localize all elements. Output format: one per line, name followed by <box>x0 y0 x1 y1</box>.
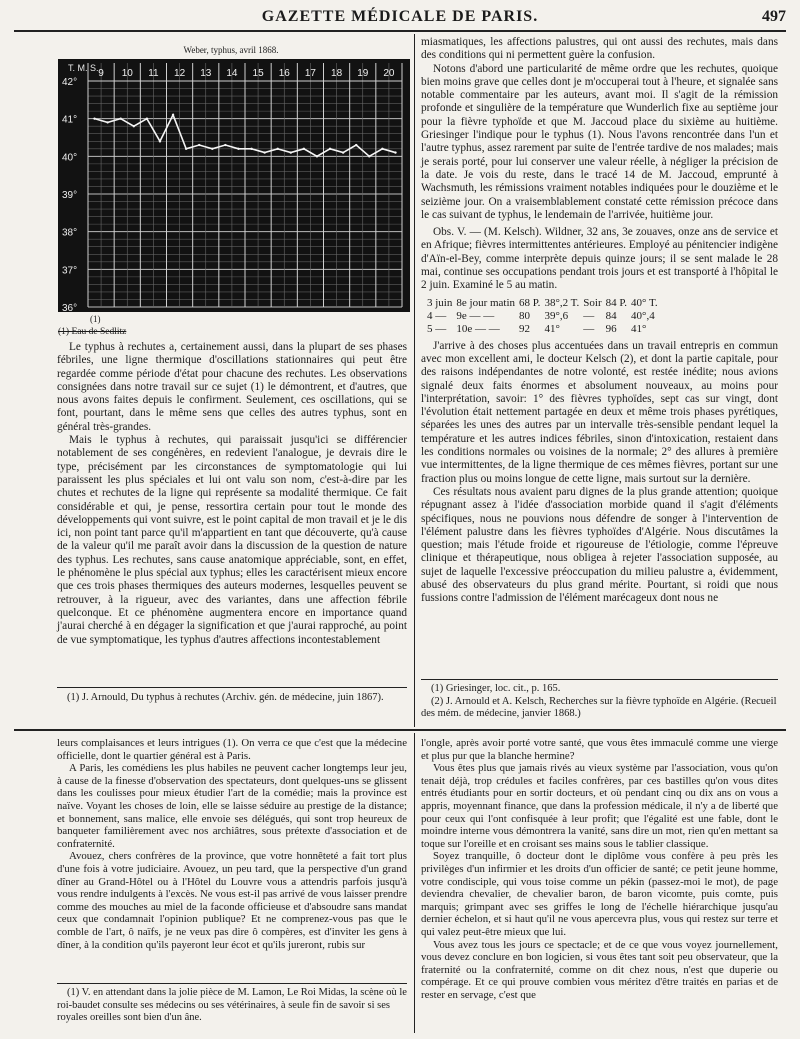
y-tick-label: 41° <box>62 114 78 126</box>
x-tick-label: 16 <box>278 68 290 79</box>
y-tick-label: 40° <box>62 152 78 164</box>
x-tick-label: 10 <box>121 68 133 79</box>
observation-paragraph: Obs. V. — (M. Kelsch). Wildner, 32 ans, 3e zouaves, onze ans de service et en Afrique; fièvres intermittentes antérieures. Employé au pénitencier indigène d'Aïn-el-Bey, comme interprète depuis quinze jours; il se sent malade le 28 mai, continue ses occupations pendant trois jours et est transporté à l'hôpital le 2 juin. Examiné le 5 au matin. <box>421 226 778 292</box>
paragraph: Avouez, chers confrères de la province, que votre honnêteté a fait tort plus d'une fois à votre judiciaire. Avouez, un peu tard, que la perspective d'un grand dîner au Grand-Hôtel ou à l'Hôtel du Louvre vous a attendris parfois jusqu'à vous rendre indulgents à l'excès. Ne vous est-il pas arrivé de vous laisser prendre comme des mouches au miel de la faconde officieuse et d'absoudre sans mandat ceux que condamnait l'opinion publique? Et ne comprenez-vous pas que le comble de l'art, ô naïfs, je ne veux pas dire ô compères, est d'inviter les gens à dîner, à la condition qu'ils payeront leur écot et qu'ils jureront, rubis sur <box>57 850 407 951</box>
table-cell: Soir <box>583 296 602 309</box>
header-rule <box>14 30 786 32</box>
x-tick-label: 12 <box>174 68 186 79</box>
paragraph: l'ongle, après avoir porté votre santé, que vous êtes immaculé comme une vierge et plus pur que la blanche hermine? <box>421 737 778 762</box>
footnote-rule <box>421 679 778 680</box>
footnote-text: (1) V. en attendant dans la jolie pièce de M. Lamon, Le Roi Midas, la scène où le roi-baudet consulte ses médecins ou ses vétérinaires, à seule fin de savoir si ses royales oreilles sont bien d'un âne. <box>57 987 407 1023</box>
paragraph: leurs complaisances et leurs intrigues (1). On verra ce que c'est que la médecine officielle, dont le quartier général est à Paris. <box>57 737 407 762</box>
chart-footnote-note: (1) Eau de Sedlitz <box>58 327 127 337</box>
x-tick-label: 9 <box>98 68 104 79</box>
table-cell: 68 P. <box>519 296 541 309</box>
chart-caption: Weber, typhus, avril 1868. <box>183 45 279 55</box>
paragraph: Vous avez tous les jours ce spectacle; et de ce que vous voyez journellement, vous devez conclure en bon logicien, si vous êtes tant soit peu observateur, que la fraternité ou la confraternité, comme on dit chez nous, n'est que duperie ou compérage. Et ce qui prouve combien vous méritez d'être traités en parias et de rester en servage, c'est que <box>421 938 778 1001</box>
x-tick-label: 11 <box>148 68 159 79</box>
paragraph: J'arrive à des choses plus accentuées dans un travail entrepris en commun avec mon excellent ami, le docteur Kelsch (2), et dont la partie capitale, pour des raisons indépendantes de notre volonté, est restée inédite; nous avions signalé deux faits énormes et absolument nouveaux, au moins pour l'interprétation, savoir: 1° des fièvres typhoïdes, sept cas sur vingt, dont l'évolution était nettement partagée en deux et même trois phases pyrétiques, séparées les unes des autres par un intervalle très-sensible pendant lequel la température et les autres indices fébriles, sinon d'intoxication, restaient dans les conditions normales ou voisines de la normale; 2° des allures à première vue intermittentes, de la ligne thermique de ces mêmes fièvres, portant sur une fraction plus ou moins longue de cette ligne, mais surtout sur la dernière. <box>421 339 778 485</box>
footnote-text: (2) J. Arnould et A. Kelsch, Recherches sur la fièvre typhoïde en Algérie. (Recueil des mém. de médecine, janvier 1868.) <box>421 695 777 719</box>
x-tick-label: 20 <box>383 68 395 79</box>
paragraph: Vous êtes plus que jamais rivés au vieux système par l'association, vous qu'on tenait déjà, trop crédules et faciles confrères, par ces bastilles qu'on vous dites entrés étudiants pour en sortir docteurs, et où pendant cinq ou dix ans on vous a appris, moyennant finance, que dans la profession médicale, il n'y a de liberté que pour ceux qui l'ont confisquée à leur profit; que l'égalité est une fable, dont le moindre interne vous démontrera la vanité, sans dire un mot, rien qu'en mettant sa toque sur l'oreille et en croisant ses mains sous le tablier classique. <box>421 762 778 850</box>
footnote-text: (1) Griesinger, loc. cit., p. 165. <box>431 683 561 694</box>
bottom-left-footnote <box>57 987 407 1025</box>
journal-title: GAZETTE MÉDICALE DE PARIS. <box>261 8 539 25</box>
table-cell: 40° T. <box>631 296 658 309</box>
table-row <box>427 323 662 336</box>
table-cell: 41° <box>631 322 647 335</box>
table-cell: — <box>583 309 595 322</box>
temperature-table <box>427 297 662 336</box>
column-divider-top <box>414 34 415 727</box>
table-cell: 41° <box>544 322 560 335</box>
table-cell: 8e jour matin <box>456 296 516 309</box>
table-row <box>427 297 662 310</box>
y-tick-label: 39° <box>62 190 78 201</box>
table-cell: 5 — <box>427 322 447 335</box>
y-tick-label: 37° <box>62 265 78 277</box>
column-divider-bottom <box>414 733 415 1033</box>
page-number: 497 <box>762 8 786 25</box>
footnote-rule <box>57 983 407 984</box>
x-tick-label: 14 <box>226 68 238 79</box>
table-cell: 4 — <box>427 309 447 322</box>
table-cell: 38°,2 T. <box>544 296 580 309</box>
x-tick-label: 15 <box>252 68 264 79</box>
x-tick-label: 19 <box>357 68 369 79</box>
paragraph: A Paris, les comédiens les plus habiles ne peuvent cacher longtemps leur jeu, à cause de la finesse d'observation des spectateurs, dont quelques-uns se glissent dans les coulisses pour mieux étudier l'art de la comédie; mais la province est naïve. Voyant les choses de loin, elle se laisse séduire au prestige de la distance; et bonnement, sans malice, elle envoie ses délégués, qui sont trop heureux de banqueter familièrement avec nos archiâtres, sous prétexte d'association et de confraternité. <box>57 762 407 850</box>
section-separator <box>14 729 786 731</box>
x-tick-label: 17 <box>304 68 316 79</box>
right-column-text <box>421 36 778 606</box>
table-row <box>427 310 662 323</box>
table-cell: 40°,4 <box>631 309 655 322</box>
y-tick-label: 38° <box>62 227 78 239</box>
chart-background <box>58 59 410 312</box>
table-cell: 84 P. <box>605 296 628 309</box>
table-cell: 84 <box>605 309 617 322</box>
table-cell: 96 <box>605 322 617 335</box>
paragraph: Mais le typhus à rechutes, qui paraissait jusqu'ici se différencier notablement de ses congénères, en redevient l'analogue, je devrais dire le type, précisément par les circonstances de symptomatologie qui lui paraissent les plus spéciales et lui ont valu son nom, c'est-à-dire par les chutes et rechutes de la ligne qui représente sa modalité thermique. Ce fait considérable et qui, je pense, ressortira certain pour tout le monde des développements qui vont suivre, est le point capital de mon travail et je le dis ici, non point tant parce qu'il m'appartient en tant que découverte, qu'à cause de la valeur qu'il me paraît avoir dans la discussion de la question de nature des typhus. Les rechutes, sans cause anatomique appréciable, sont, en effet, le phénomène le plus spécial aux typhus; elles les caractérisent mieux encore que ces trois phases thermiques des auteurs modernes, lesquelles peuvent se retrouver, à la rigueur, avec des variantes, dans une affection fébrile quelconque. Et ce phénomène augmentera encore en importance quand j'aurai cherché à en dégager la signification et que j'aurai rapproché, au point de vue symptomatique, les typhus d'autres affections incontestablement <box>57 434 407 646</box>
bottom-right-text <box>421 737 778 1001</box>
right-footnotes <box>421 683 778 721</box>
y-tick-label: 36° <box>62 303 78 312</box>
paragraph: Soyez tranquille, ô docteur dont le diplôme vous confère à peu près les privilèges d'un infirmier et les droits d'un officier de santé; ce petit jeune homme, votre condisciple, qui vous toise comme un pékin (passez-moi le mot), de page deviendra chevalier, de chevalier baron, de baron vicomte, puis comte, puis marquis; grimpant avec ses griffes le long de l'échelle hiérarchique jusqu'au dernier échelon, et si haut qu'il ne vous apercevra plus, vous qui restez sur terre et qui valez peut-être mieux que lui. <box>421 850 778 938</box>
table-cell: 3 juin <box>427 296 453 309</box>
left-column-text <box>57 341 407 647</box>
table-cell: 9e — — <box>456 309 495 322</box>
bottom-left-text <box>57 737 407 951</box>
table-cell: — <box>583 322 595 335</box>
paragraph: Notons d'abord une particularité de même ordre que les rechutes, quoique bien moins grave que celles dont je m'occuperai tout à l'heure, et signalée sans notable commentaire par les auteurs, avant moi. Il s'agit de la rémission profonde et singulière de la température que Wunderlich fixe au septième jour pour la fièvre typhoïde et que M. Jaccoud place du sixième au huitième. Griesinger l'indique pour le typhus (1). Nous l'avons rencontrée dans l'un et l'autre typhus, assez rarement par suite de l'entrée tardive de nos malades; mais je serais porté, pour lui conserver une valeur réelle, à négliger la précision de la date. Je vois du reste, dans le tracé 14 de M. Jaccoud, emprunté à Wachsmuth, les rémissions vraiment notables indiquées pour le douzième et le seizième jour. On a vraisemblablement constaté cette rémission précoce dans le cas suivant de typhus, le lendemain de l'arrivée, huitième jour. <box>421 62 778 221</box>
paragraph: Le typhus à rechutes a, certainement aussi, dans la plupart de ses phases fébriles, une ligne thermique d'oscillations stationnaires qui peut être regardée comme période d'état pour chacune des rechutes. Les observations consignées dans notre travail sur ce sujet (1) le démontrent, et d'autres, que nous avons faites depuis le confirment. Seulement, ces oscillations, qui se font, pourtant, dans le même sens que celles des autres typhus, sont en général très-grandes. <box>57 341 407 433</box>
left-footnote <box>57 692 407 705</box>
x-tick-label: 13 <box>200 68 212 79</box>
table-cell: 39°,6 <box>544 309 569 322</box>
chart-footnote-mark: (1) <box>90 314 101 324</box>
x-tick-label: 18 <box>331 68 343 79</box>
table-cell: 92 <box>519 322 531 335</box>
table-cell: 10e — — <box>456 322 500 335</box>
table-cell: 80 <box>519 309 531 322</box>
y-tick-label: 42° <box>62 77 78 88</box>
paragraph: miasmatiques, les affections palustres, qui ont aussi des rechutes, mais dans des conditions qui ni permettent guère la confusion. <box>421 36 778 62</box>
footnote-rule <box>57 687 407 688</box>
footnote-text: (1) J. Arnould, Du typhus à rechutes (Archiv. gén. de médecine, juin 1867). <box>67 692 384 703</box>
paragraph: Ces résultats nous avaient paru dignes de la plus grande attention; quoique répugnant assez à l'idée d'association morbide quand il s'agit d'éléments spécifiques, nous ne pouvions nous défendre de songer à l'intervention de l'élément palustre dans les fièvres typhoïdes d'Algérie. Nous discutâmes la question; mais l'étude froide et rigoureuse de l'étiologie, comme l'épreuve clinique et thérapeutique, nous obligea à rejeter l'association supposée, au sujet de laquelle l'excessive préoccupation du milieu palustre a, évidemment, abusé des observateurs du plus grand mérite. Pourtant, si roidi que nous fussions contre l'admission de l'élément marécageux dont nous ne <box>421 485 778 605</box>
chart-scale-label: T. M. S. <box>68 63 99 73</box>
temperature-chart <box>58 59 410 312</box>
